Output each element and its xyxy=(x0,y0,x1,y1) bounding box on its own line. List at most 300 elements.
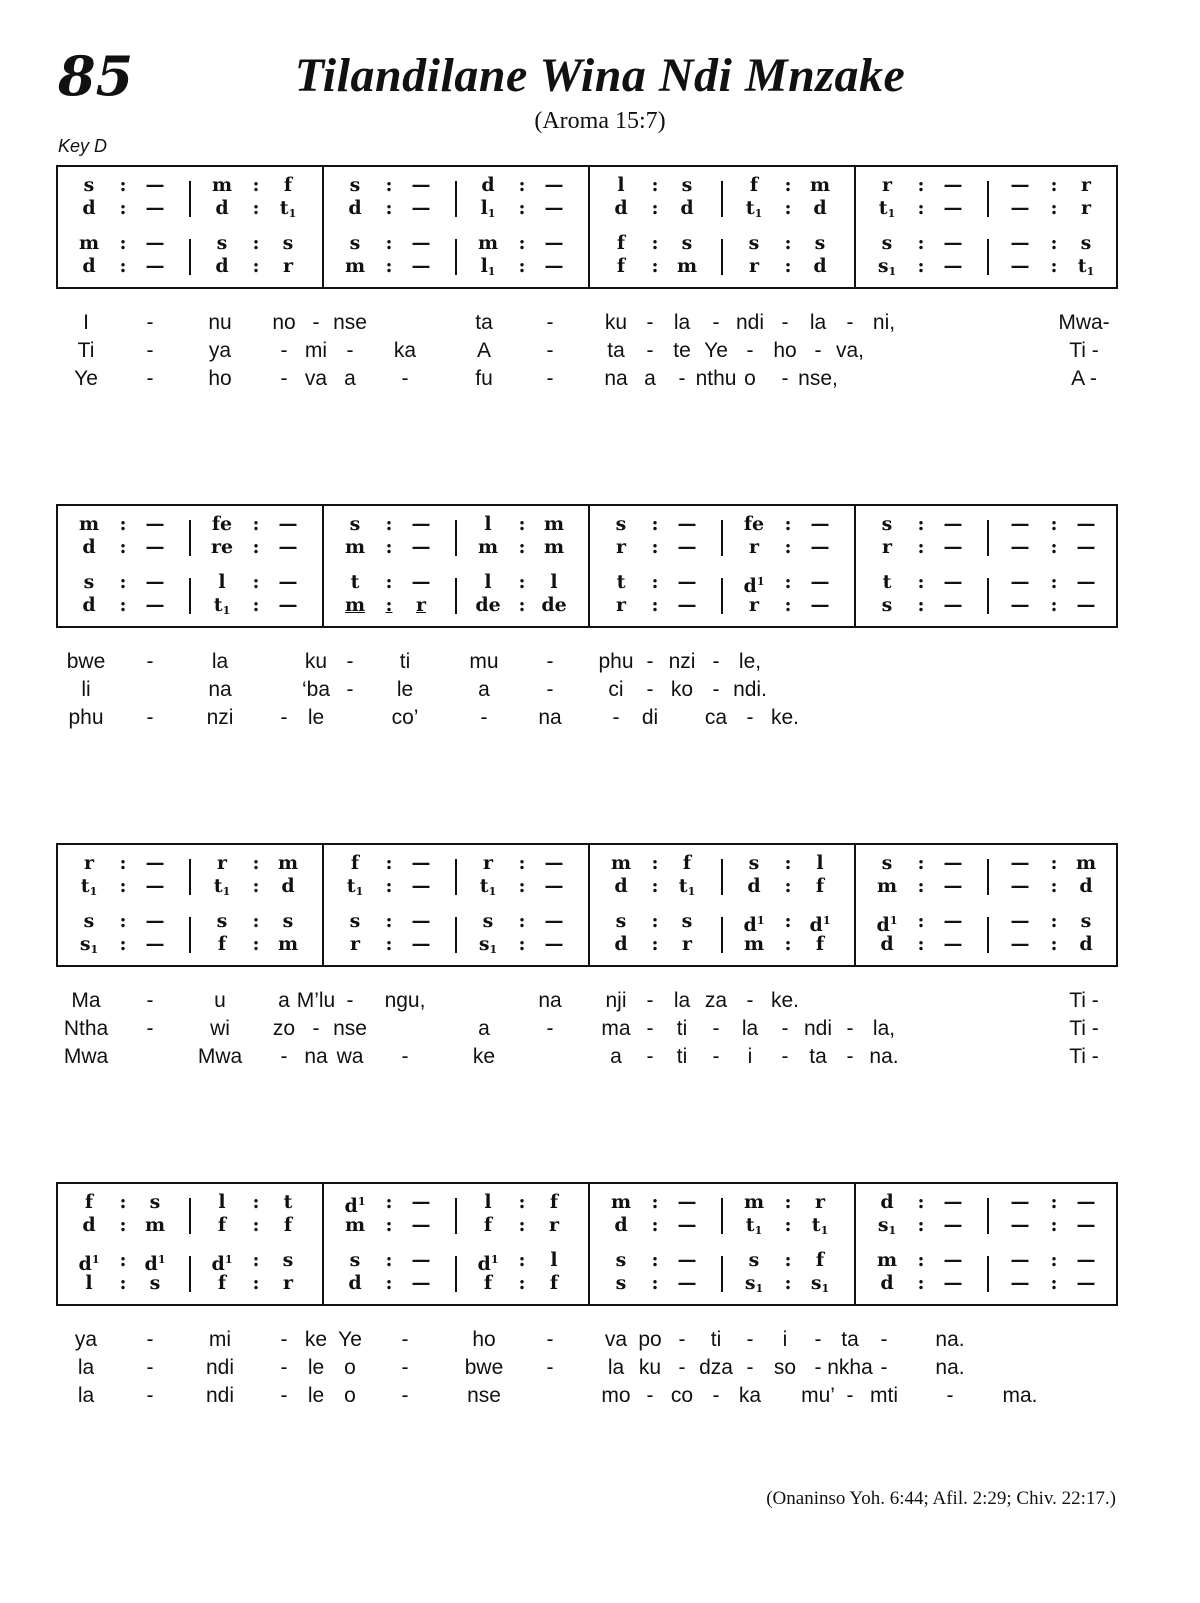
lyric-syllable: na. xyxy=(935,1328,965,1351)
beat-separator: : xyxy=(119,174,127,196)
lyric-syllable: fu xyxy=(475,367,493,390)
beat-separator: : xyxy=(119,594,127,616)
solfa-note: r xyxy=(1080,197,1091,219)
lyric-syllable: Ntha xyxy=(63,1017,109,1040)
solfa-note: — xyxy=(1076,1272,1096,1294)
hymn-title: Tilandilane Wina Ndi Mnzake xyxy=(294,49,906,102)
syllable-hyphen: - xyxy=(712,678,720,701)
syllable-hyphen: - xyxy=(678,367,686,390)
solfa-note: d xyxy=(348,1272,362,1294)
syllable-hyphen: - xyxy=(346,650,354,673)
beat-separator: : xyxy=(385,1191,393,1213)
solfa-note: d xyxy=(880,933,894,955)
lyric-syllable: mi xyxy=(304,339,328,362)
lyric-syllable: i xyxy=(782,1328,788,1351)
solfa-note: — xyxy=(145,875,165,897)
solfa-note: $d^1$ xyxy=(78,1253,100,1275)
solfa-note: m xyxy=(743,1191,765,1213)
beat-separator: : xyxy=(518,174,526,196)
solfa-note: — xyxy=(411,1191,431,1213)
solfa-note: d xyxy=(215,255,229,277)
solfa-note: — xyxy=(145,536,165,558)
solfa-note: d xyxy=(82,594,96,616)
lyric-syllable: nzi xyxy=(668,650,696,673)
beat-separator: : xyxy=(1050,536,1058,558)
solfa-note: r xyxy=(415,594,426,616)
lyric-syllable: Ye xyxy=(74,367,98,390)
solfa-note: — xyxy=(278,536,298,558)
lyric-syllable: bwe xyxy=(464,1356,504,1379)
solfa-note: de xyxy=(541,594,567,616)
beat-separator: : xyxy=(518,1272,526,1294)
solfa-note: f xyxy=(217,1272,227,1294)
syllable-hyphen: - xyxy=(146,1017,154,1040)
solfa-note: d xyxy=(82,536,96,558)
syllable-hyphen: - xyxy=(401,1356,409,1379)
solfa-note: — xyxy=(411,875,431,897)
lyric-syllable: ke xyxy=(472,1045,496,1068)
solfa-note: $d^1$ xyxy=(344,1195,366,1217)
solfa-note: — xyxy=(1010,1214,1030,1236)
lyric-syllable: Ti - xyxy=(1069,339,1099,362)
beat-separator: : xyxy=(252,594,260,616)
solfa-note: — xyxy=(1076,571,1096,593)
beat-separator: : xyxy=(385,232,393,254)
beat-separator: : xyxy=(917,852,925,874)
solfa-note: — xyxy=(1010,571,1030,593)
lyric-syllable: Ye xyxy=(704,339,728,362)
solfa-note: s xyxy=(349,174,361,196)
beat-separator: : xyxy=(651,174,659,196)
solfa-note: $d^1$ xyxy=(809,914,831,936)
lyric-syllable: ndi xyxy=(735,311,765,334)
lyric-syllable: ku xyxy=(604,311,628,334)
solfa-note: d xyxy=(880,1272,894,1294)
half-bar-line xyxy=(721,181,723,217)
lyric-syllable: li xyxy=(81,678,91,701)
lyric-syllable: ta xyxy=(475,311,493,334)
solfa-note: f xyxy=(483,1272,493,1294)
beat-separator: : xyxy=(1050,255,1058,277)
solfa-note: — xyxy=(411,571,431,593)
solfa-note: — xyxy=(943,1191,963,1213)
lyric-syllable: la xyxy=(77,1384,95,1407)
beat-separator: : xyxy=(1050,852,1058,874)
solfa-note: — xyxy=(943,852,963,874)
solfa-note: — xyxy=(544,933,564,955)
lyric-syllable: ngu, xyxy=(384,989,426,1012)
half-bar-line xyxy=(189,181,191,217)
solfa-note: — xyxy=(145,255,165,277)
beat-separator: : xyxy=(917,232,925,254)
beat-separator: : xyxy=(917,197,925,219)
beat-separator: : xyxy=(119,910,127,932)
syllable-hyphen: - xyxy=(646,339,654,362)
solfa-note: $d^1$ xyxy=(743,575,765,597)
beat-separator: : xyxy=(917,1214,925,1236)
solfa-note: s xyxy=(1080,232,1092,254)
solfa-note: s xyxy=(748,1249,760,1271)
solfa-note: s xyxy=(615,1272,627,1294)
syllable-hyphen: - xyxy=(814,1328,822,1351)
solfa-note: l xyxy=(218,1191,226,1213)
solfa-note: — xyxy=(145,197,165,219)
lyric-syllable: ma. xyxy=(1002,1384,1038,1407)
solfa-note: — xyxy=(544,255,564,277)
lyric-syllable: ti xyxy=(676,1045,688,1068)
solfa-note: r xyxy=(748,536,759,558)
solfa-note: — xyxy=(1010,1191,1030,1213)
solfa-note: d xyxy=(1079,875,1093,897)
solfa-note: $s_1$ xyxy=(744,1272,764,1295)
lyric-syllable: le xyxy=(396,678,414,701)
solfa-note: — xyxy=(544,910,564,932)
beat-separator: : xyxy=(385,255,393,277)
lyric-syllable: na xyxy=(538,706,562,729)
solfa-note: s xyxy=(881,513,893,535)
syllable-hyphen: - xyxy=(781,1045,789,1068)
solfa-note: — xyxy=(1076,594,1096,616)
half-bar-line xyxy=(455,1198,457,1234)
solfa-note: $l_1$ xyxy=(480,255,496,278)
beat-separator: : xyxy=(518,1249,526,1271)
lyric-syllable: u xyxy=(214,989,226,1012)
lyric-syllable: mu xyxy=(469,650,499,673)
lyric-syllable: Ti - xyxy=(1069,989,1099,1012)
beat-separator: : xyxy=(1050,197,1058,219)
solfa-note: — xyxy=(411,536,431,558)
solfa-note: l xyxy=(484,571,492,593)
solfa-note: r xyxy=(681,933,692,955)
solfa-note: — xyxy=(943,197,963,219)
solfa-note: r xyxy=(216,852,227,874)
notation-system xyxy=(56,1182,1118,1306)
half-bar-line xyxy=(721,520,723,556)
lyric-syllable: ti xyxy=(676,1017,688,1040)
solfa-note: d xyxy=(481,174,495,196)
lyric-syllable: Mwa- xyxy=(1058,311,1110,334)
beat-separator: : xyxy=(651,513,659,535)
solfa-note: — xyxy=(544,232,564,254)
solfa-note: — xyxy=(1010,232,1030,254)
solfa-note: s xyxy=(83,174,95,196)
bar-line xyxy=(322,1184,324,1304)
half-bar-line xyxy=(987,520,989,556)
solfa-note: — xyxy=(1010,933,1030,955)
beat-separator: : xyxy=(385,197,393,219)
half-bar-line xyxy=(721,578,723,614)
footer-references: (Onaninso Yoh. 6:44; Afil. 2:29; Chiv. 22:17.) xyxy=(766,1488,1116,1509)
solfa-note: s xyxy=(149,1272,161,1294)
beat-separator: : xyxy=(917,933,925,955)
syllable-hyphen: - xyxy=(712,650,720,673)
lyric-syllable: a xyxy=(610,1045,622,1068)
solfa-note: — xyxy=(943,255,963,277)
solfa-note: — xyxy=(1010,513,1030,535)
hymn-number: 85 xyxy=(58,44,134,108)
solfa-note: d xyxy=(348,197,362,219)
solfa-note: — xyxy=(1010,852,1030,874)
bar-line xyxy=(854,1184,856,1304)
beat-separator: : xyxy=(119,1191,127,1213)
syllable-hyphen: - xyxy=(746,989,754,1012)
lyric-syllable: mo xyxy=(601,1384,631,1407)
solfa-note: s xyxy=(1080,910,1092,932)
solfa-note: — xyxy=(411,910,431,932)
solfa-note: — xyxy=(943,536,963,558)
solfa-note: — xyxy=(943,1249,963,1271)
syllable-hyphen: - xyxy=(346,339,354,362)
lyric-syllable: dza xyxy=(699,1356,733,1379)
solfa-note: t xyxy=(616,571,626,593)
bar-line xyxy=(588,167,590,287)
lyric-syllable: nu xyxy=(208,311,232,334)
syllable-hyphen: - xyxy=(678,1356,686,1379)
solfa-note: — xyxy=(1010,910,1030,932)
lyric-syllable: ndi xyxy=(803,1017,833,1040)
beat-separator: : xyxy=(784,910,792,932)
syllable-hyphen: - xyxy=(280,367,288,390)
solfa-note: t xyxy=(283,1191,293,1213)
solfa-note: $s_1$ xyxy=(79,933,99,956)
solfa-note: m xyxy=(477,536,499,558)
beat-separator: : xyxy=(917,174,925,196)
lyric-syllable: ta xyxy=(607,339,625,362)
beat-separator: : xyxy=(651,1191,659,1213)
solfa-note: $t_1$ xyxy=(80,875,98,898)
syllable-hyphen: - xyxy=(146,706,154,729)
solfa-note: — xyxy=(943,910,963,932)
scripture-reference: (Aroma 15:7) xyxy=(534,108,666,134)
lyric-syllable: Ti - xyxy=(1069,1017,1099,1040)
key-signature: Key D xyxy=(58,136,108,156)
beat-separator: : xyxy=(651,536,659,558)
solfa-note: $s_1$ xyxy=(478,933,498,956)
solfa-note: s xyxy=(216,910,228,932)
syllable-hyphen: - xyxy=(646,650,654,673)
solfa-note: m xyxy=(211,174,233,196)
solfa-note: d xyxy=(215,197,229,219)
solfa-note: f xyxy=(350,852,360,874)
solfa-note: — xyxy=(1010,255,1030,277)
beat-separator: : xyxy=(518,197,526,219)
lyric-syllable: a xyxy=(478,1017,490,1040)
beat-separator: : xyxy=(784,1191,792,1213)
lyric-syllable: la xyxy=(741,1017,759,1040)
syllable-hyphen: - xyxy=(280,1328,288,1351)
solfa-note: f xyxy=(549,1272,559,1294)
beat-separator: : xyxy=(385,1214,393,1236)
beat-separator: : xyxy=(784,594,792,616)
solfa-note: — xyxy=(1076,536,1096,558)
lyric-syllable: Ma xyxy=(71,989,101,1012)
half-bar-line xyxy=(987,1256,989,1292)
bar-line xyxy=(322,845,324,965)
solfa-note: m xyxy=(277,852,299,874)
lyric-syllable: ya xyxy=(208,339,232,362)
syllable-hyphen: - xyxy=(781,1017,789,1040)
lyric-syllable: o xyxy=(744,367,756,390)
solfa-note: $t_1$ xyxy=(213,875,231,898)
beat-separator: : xyxy=(119,513,127,535)
beat-separator: : xyxy=(784,232,792,254)
half-bar-line xyxy=(987,859,989,895)
solfa-note: $l_1$ xyxy=(480,197,496,220)
lyric-syllable: A xyxy=(476,339,491,362)
beat-separator: : xyxy=(784,174,792,196)
syllable-hyphen: - xyxy=(646,1045,654,1068)
beat-separator: : xyxy=(784,197,792,219)
beat-separator: : xyxy=(784,875,792,897)
half-bar-line xyxy=(455,859,457,895)
lyric-syllable: le xyxy=(307,706,325,729)
solfa-note: l xyxy=(484,513,492,535)
solfa-note: $t_1$ xyxy=(811,1214,829,1237)
solfa-note: s xyxy=(881,232,893,254)
solfa-note: — xyxy=(145,594,165,616)
beat-separator: : xyxy=(917,571,925,593)
solfa-note: — xyxy=(145,933,165,955)
syllable-hyphen: - xyxy=(546,1017,554,1040)
lyric-syllable: za xyxy=(704,989,728,1012)
syllable-hyphen: - xyxy=(280,1045,288,1068)
beat-separator: : xyxy=(119,197,127,219)
solfa-note: l xyxy=(550,571,558,593)
solfa-note: l xyxy=(218,571,226,593)
lyric-syllable: ti xyxy=(399,650,411,673)
lyric-syllable: ndi xyxy=(205,1356,235,1379)
half-bar-line xyxy=(987,1198,989,1234)
lyric-syllable: ‘ba xyxy=(301,678,331,701)
beat-separator: : xyxy=(252,875,260,897)
solfa-note: — xyxy=(677,594,697,616)
solfa-note: d xyxy=(82,1214,96,1236)
solfa-note: r xyxy=(482,852,493,874)
syllable-hyphen: - xyxy=(712,1384,720,1407)
solfa-note: l xyxy=(550,1249,558,1271)
syllable-hyphen: - xyxy=(546,311,554,334)
lyric-syllable: Mwa xyxy=(197,1045,243,1068)
lyric-syllable: Ye xyxy=(338,1328,362,1351)
lyric-syllable: so xyxy=(773,1356,797,1379)
solfa-note: d xyxy=(614,875,628,897)
solfa-note: f xyxy=(616,255,626,277)
beat-separator: : xyxy=(385,571,393,593)
half-bar-line xyxy=(189,578,191,614)
lyric-syllable: na. xyxy=(869,1045,899,1068)
solfa-note: d xyxy=(614,197,628,219)
solfa-note: — xyxy=(145,232,165,254)
half-bar-line xyxy=(455,917,457,953)
lyric-syllable: la xyxy=(673,989,691,1012)
beat-separator: : xyxy=(252,910,260,932)
beat-separator: : xyxy=(252,255,260,277)
syllable-hyphen: - xyxy=(280,1356,288,1379)
solfa-note: — xyxy=(943,174,963,196)
lyric-syllable: wi xyxy=(210,1017,230,1040)
syllable-hyphen: - xyxy=(612,706,620,729)
solfa-note: d xyxy=(680,197,694,219)
syllable-hyphen: - xyxy=(646,678,654,701)
solfa-note: f xyxy=(682,852,692,874)
solfa-note: s xyxy=(615,513,627,535)
half-bar-line xyxy=(987,917,989,953)
syllable-hyphen: - xyxy=(846,1017,854,1040)
lyric-syllable: M’lu xyxy=(296,989,336,1012)
beat-separator: : xyxy=(385,536,393,558)
beat-separator: : xyxy=(651,1272,659,1294)
solfa-note: — xyxy=(411,197,431,219)
solfa-note: m xyxy=(344,1214,366,1236)
beat-separator: : xyxy=(1050,1249,1058,1271)
solfa-note: $t_1$ xyxy=(279,197,297,220)
lyric-syllable: la xyxy=(607,1356,625,1379)
solfa-note: l xyxy=(617,174,625,196)
syllable-hyphen: - xyxy=(846,1045,854,1068)
solfa-note: f xyxy=(217,933,227,955)
syllable-hyphen: - xyxy=(546,678,554,701)
solfa-note: l xyxy=(85,1272,93,1294)
lyric-syllable: a xyxy=(478,678,490,701)
solfa-note: m xyxy=(543,536,565,558)
bar-line xyxy=(854,506,856,626)
lyric-syllable: co’ xyxy=(391,706,419,729)
lyric-syllable: va xyxy=(604,1328,628,1351)
solfa-note: r xyxy=(814,1191,825,1213)
beat-separator: : xyxy=(518,875,526,897)
solfa-note: — xyxy=(1076,1249,1096,1271)
beat-separator: : xyxy=(252,513,260,535)
solfa-note: d xyxy=(614,933,628,955)
lyric-syllable: na. xyxy=(935,1356,965,1379)
beat-separator: : xyxy=(1050,513,1058,535)
bar-line xyxy=(322,167,324,287)
beat-separator: : xyxy=(518,232,526,254)
half-bar-line xyxy=(987,181,989,217)
syllable-hyphen: - xyxy=(280,339,288,362)
lyric-syllable: po xyxy=(638,1328,662,1351)
beat-separator: : xyxy=(651,197,659,219)
solfa-note: s xyxy=(615,1249,627,1271)
syllable-hyphen: - xyxy=(646,311,654,334)
beat-separator: : xyxy=(784,933,792,955)
syllable-hyphen: - xyxy=(746,706,754,729)
solfa-note: — xyxy=(943,594,963,616)
solfa-note: m xyxy=(1075,852,1097,874)
half-bar-line xyxy=(455,181,457,217)
solfa-note: — xyxy=(411,933,431,955)
beat-separator: : xyxy=(385,1249,393,1271)
syllable-hyphen: - xyxy=(146,650,154,673)
syllable-hyphen: - xyxy=(646,1017,654,1040)
lyric-syllable: phu xyxy=(68,706,104,729)
half-bar-line xyxy=(189,520,191,556)
syllable-hyphen: - xyxy=(646,989,654,1012)
solfa-note: s xyxy=(681,232,693,254)
beat-separator: : xyxy=(252,852,260,874)
beat-separator: : xyxy=(119,1214,127,1236)
syllable-hyphen: - xyxy=(346,678,354,701)
half-bar-line xyxy=(721,239,723,275)
lyric-syllable: nse xyxy=(333,311,367,334)
syllable-hyphen: - xyxy=(312,311,320,334)
solfa-note: — xyxy=(544,174,564,196)
lyric-syllable: ta xyxy=(841,1328,859,1351)
solfa-note: — xyxy=(411,1214,431,1236)
solfa-note: $t_1$ xyxy=(745,1214,763,1237)
beat-separator: : xyxy=(1050,933,1058,955)
lyric-syllable: nji xyxy=(605,989,627,1012)
